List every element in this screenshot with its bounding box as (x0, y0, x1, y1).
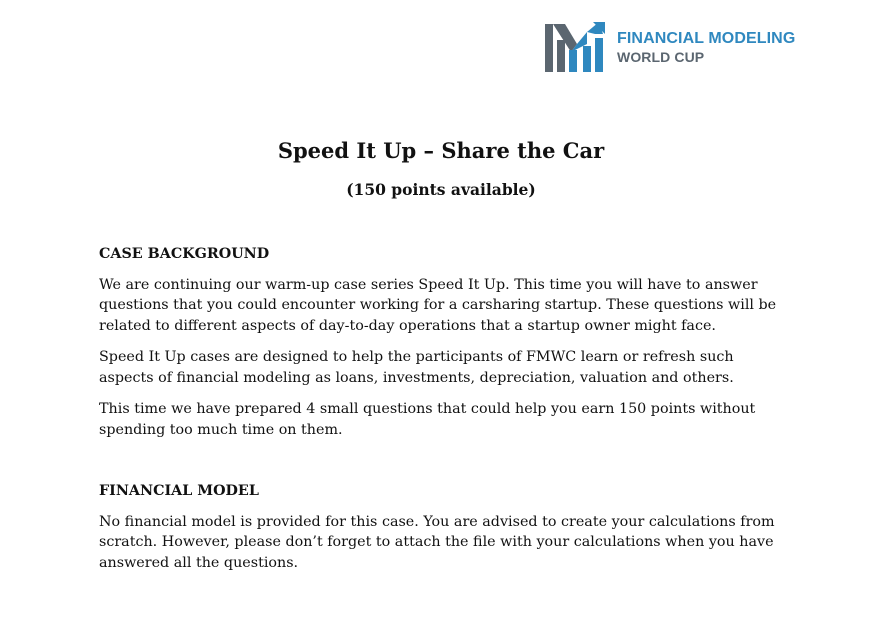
paragraph: This time we have prepared 4 small questions that could help you earn 150 points without spending too much time on them. (99, 401, 756, 438)
document-title: Speed It Up – Share the Car (277, 138, 605, 163)
paragraph: Speed It Up cases are designed to help the participants of FMWC learn or refresh such aspects of financial modeling as loans, investments, depreciation, valuation and others. (99, 349, 734, 386)
logo-text (617, 29, 795, 67)
fmwc-logo-icon (543, 20, 607, 76)
section-spacer (99, 451, 779, 481)
paragraph: No financial model is provided for this case. You are advised to create your calculations from scratch. However, please don’t forget to attach the file with your calculations when you have answered all the questions. (99, 513, 775, 571)
fmwc-logo (543, 20, 795, 76)
document-subtitle: (150 points available) (346, 180, 536, 199)
section-case-background (99, 244, 779, 440)
section-financial-model (99, 481, 779, 573)
logo-line-2: WORLD CUP (617, 49, 705, 65)
paragraph: We are continuing our warm-up case series Speed It Up. This time you will have to answer questions that you could encounter working for a carsharing startup. These questions will be related to different aspects of day-to-day operations that a startup owner might face. (99, 276, 777, 334)
section-heading: FINANCIAL MODEL (99, 483, 259, 499)
section-heading: CASE BACKGROUND (99, 246, 270, 262)
document-body (99, 244, 779, 584)
logo-line-1: FINANCIAL MODELING (617, 30, 796, 47)
